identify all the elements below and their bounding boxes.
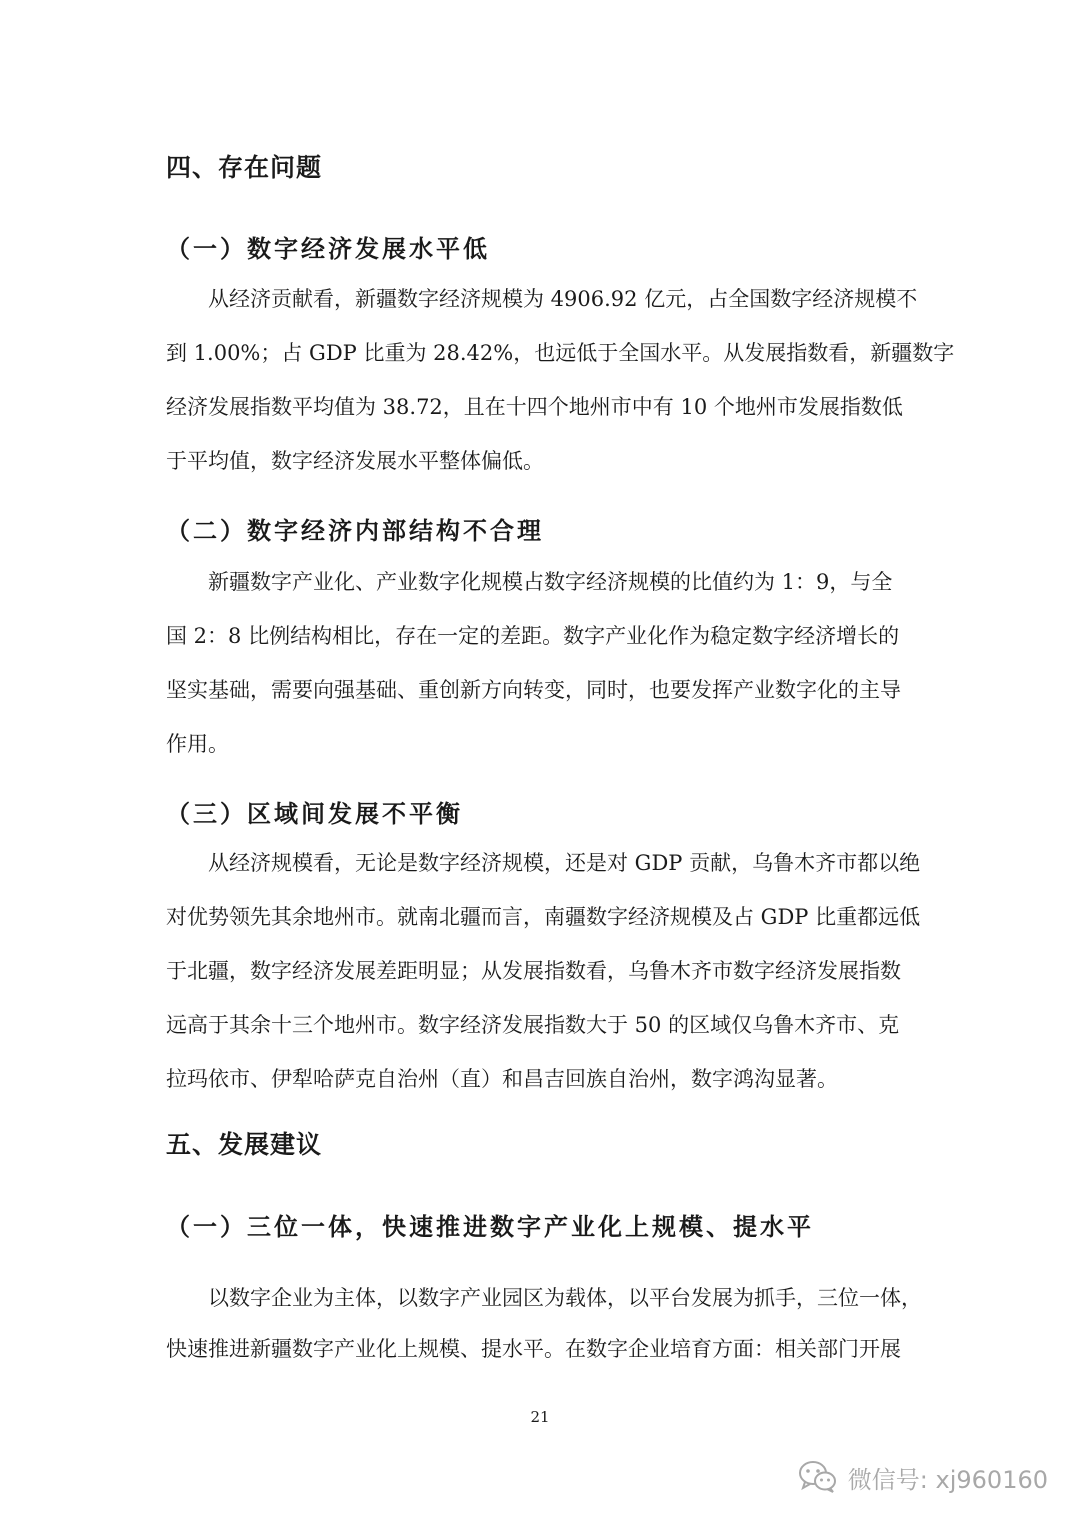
section-5-heading: 五、发展建议 <box>166 1130 323 1159</box>
wechat-watermark <box>798 1457 1048 1497</box>
watermark-text: 微信号: xj960160 <box>847 1465 1048 1494</box>
wechat-icon <box>798 1460 838 1494</box>
paragraph-line: 经济发展指数平均值为 38.72，且在十四个地州市中有 10 个地州市发展指数低 <box>166 395 903 419</box>
paragraph-line: 于北疆，数字经济发展差距明显；从发展指数看，乌鲁木齐市数字经济发展指数 <box>166 959 901 983</box>
paragraph-line: 于平均值，数字经济发展水平整体偏低。 <box>166 449 544 473</box>
page-number: 21 <box>530 1408 550 1426</box>
section-5-1-heading: （一）三位一体，快速推进数字产业化上规模、提水平 <box>166 1212 814 1241</box>
paragraph-line: 远高于其余十三个地州市。数字经济发展指数大于 50 的区域仅乌鲁木齐市、克 <box>166 1013 900 1037</box>
paragraph-line: 坚实基础，需要向强基础、重创新方向转变，同时，也要发挥产业数字化的主导 <box>166 678 901 702</box>
paragraph-line: 快速推进新疆数字产业化上规模、提水平。在数字企业培育方面：相关部门开展 <box>166 1337 901 1361</box>
paragraph-line: 国 2：8 比例结构相比，存在一定的差距。数字产业化作为稳定数字经济增长的 <box>166 624 900 648</box>
paragraph-line: 到 1.00%；占 GDP 比重为 28.42%，也远低于全国水平。从发展指数看，新疆数字 <box>166 341 955 365</box>
paragraph-line: 从经济贡献看，新疆数字经济规模为 4906.92 亿元，占全国数字经济规模不 <box>208 287 918 311</box>
paragraph-line: 新疆数字产业化、产业数字化规模占数字经济规模的比值约为 1：9，与全 <box>208 570 893 594</box>
paragraph-line: 对优势领先其余地州市。就南北疆而言，南疆数字经济规模及占 GDP 比重都远低 <box>166 905 921 929</box>
section-4-3-heading: （三）区域间发展不平衡 <box>166 799 463 828</box>
section-4-heading: 四、存在问题 <box>166 153 323 182</box>
paragraph-line: 以数字企业为主体，以数字产业园区为载体，以平台发展为抓手，三位一体， <box>208 1286 922 1310</box>
paragraph-line: 拉玛依市、伊犁哈萨克自治州（直）和昌吉回族自治州，数字鸿沟显著。 <box>166 1067 838 1091</box>
section-4-1-heading: （一）数字经济发展水平低 <box>166 234 490 263</box>
paragraph-line: 作用。 <box>166 732 229 756</box>
section-4-2-heading: （二）数字经济内部结构不合理 <box>166 516 544 545</box>
paragraph-line: 从经济规模看，无论是数字经济规模，还是对 GDP 贡献，乌鲁木齐市都以绝 <box>208 851 921 875</box>
